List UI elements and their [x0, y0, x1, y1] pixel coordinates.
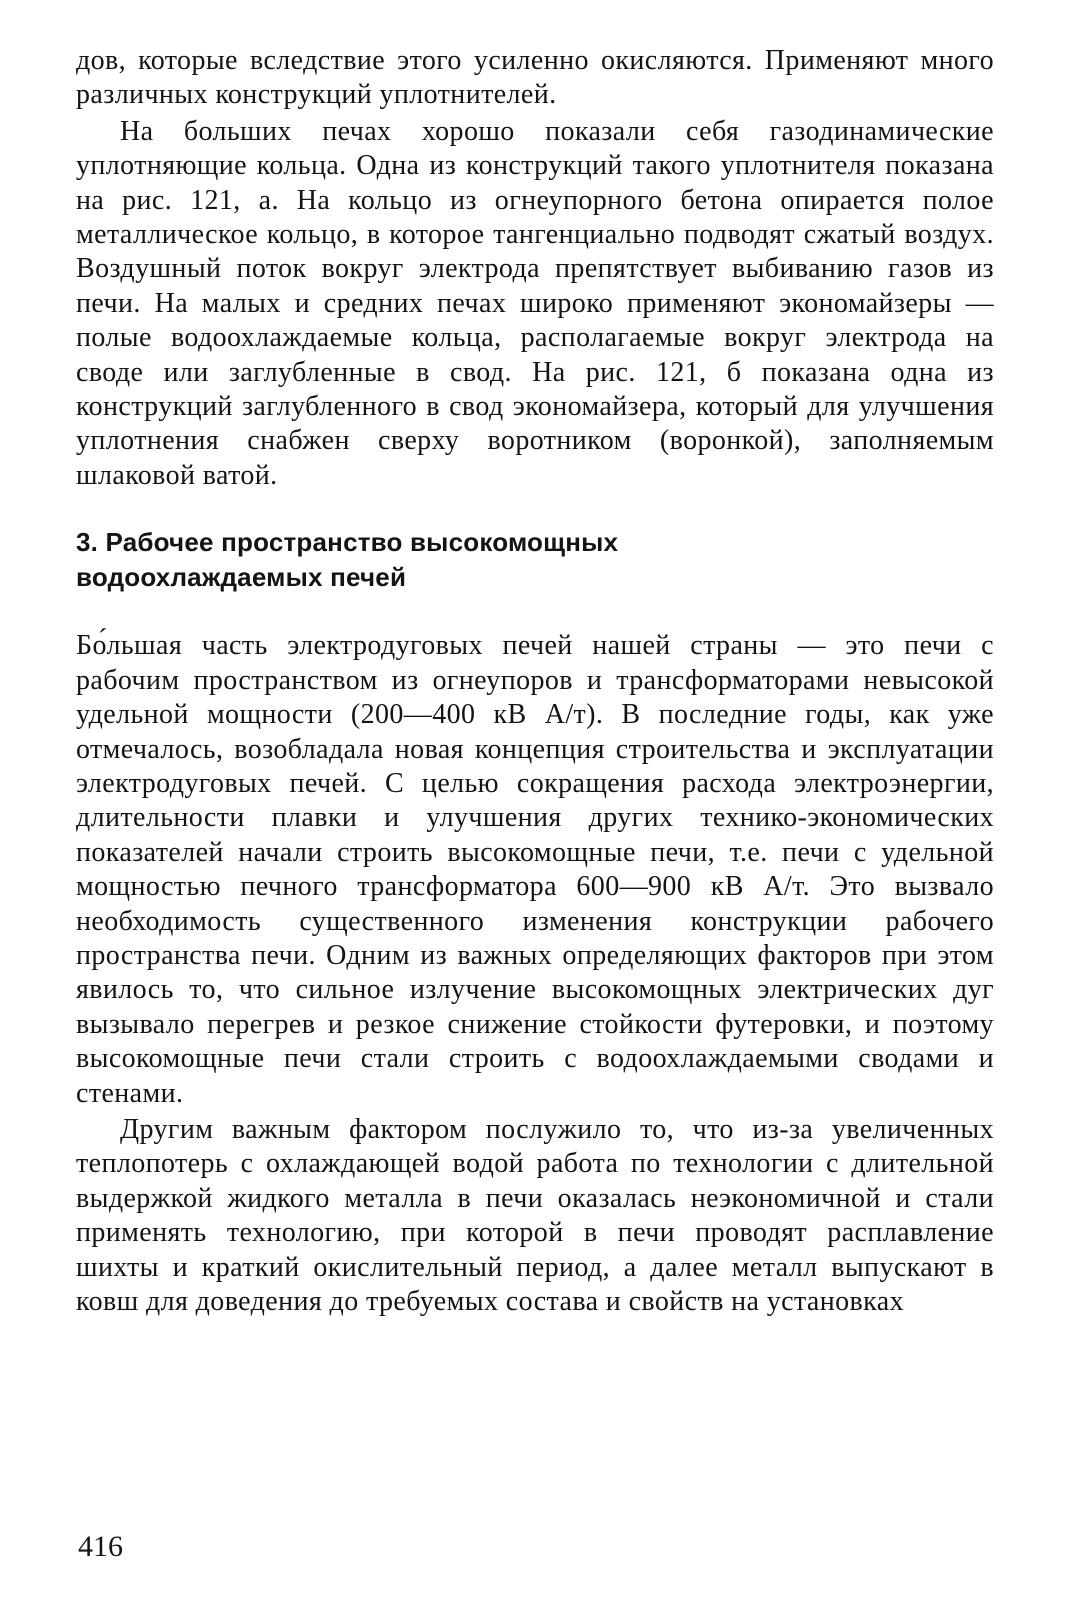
- page-number: 416: [78, 1530, 123, 1563]
- paragraph-high-power-furnaces: Бо́льшая часть электродуговых печей нашей страны — это печи с рабочим пространством из огнеупоров и трансформаторами невысокой удельной мощности (200—400 кВ А/т). В последние годы, как уже отмечалось, возобладала новая концепция строительства и эксплуатации электродуговых печей. С целью сокращения расхода электроэнергии, длительности плавки и улучшения других технико-экономических показателей начали строить высокомощные печи, т.е. печи с удельной мощностью печного трансформатора 600—900 кВ А/т. Это вызвало необходимость существенного изменения конструкции рабочего пространства печи. Одним из важных определяющих факторов при этом явилось то, что сильное излучение высокомощных электрических дуг вызывало перегрев и резкое снижение стойкости футеровки, и поэтому высокомощные печи стали строить с водоохлаждаемыми сводами и стенами.: [76, 630, 994, 1109]
- section-heading-line-1: 3. Рабочее пространство высокомощных: [76, 527, 619, 558]
- paragraph-continuation: дов, которые вследствие этого усиленно окисляются. Применяют много различных конструкций уплотнителей.: [76, 45, 994, 111]
- section-heading: [76, 525, 994, 595]
- paragraph-seals: На больших печах хорошо показали себя газодинамические уплотняющие кольца. Одна из конструкций такого уплотнителя показана на рис. 121, а. На кольцо из огнеупорного бетона опирается полое металлическое кольцо, в которое тангенциально подводят сжатый воздух. Воздушный поток вокруг электрода препятствует выбиванию газов из печи. На малых и средних печах широко применяют экономайзеры — полые водоохлаждаемые кольца, располагаемые вокруг электрода на своде или заглубленные в свод. На рис. 121, б показана одна из конструкций заглубленного в свод экономайзера, который для улучшения уплотнения снабжен сверху воротником (воронкой), заполняемым шлаковой ватой.: [76, 115, 994, 491]
- book-page: [76, 44, 994, 1319]
- section-heading-line-2: водоохлаждаемых печей: [76, 562, 407, 593]
- paragraph-heat-losses: Другим важным фактором послужило то, что из-за увеличенных теплопотерь с охлаждающей водой работа по технологии с длительной выдержкой жидкого металла в печи оказалась неэкономичной и стали применять технологию, при которой в печи проводят расплавление шихты и краткий окислительный период, а далее металл выпускают в ковш для доведения до требуемых состава и свойств на установках: [76, 1113, 994, 1317]
